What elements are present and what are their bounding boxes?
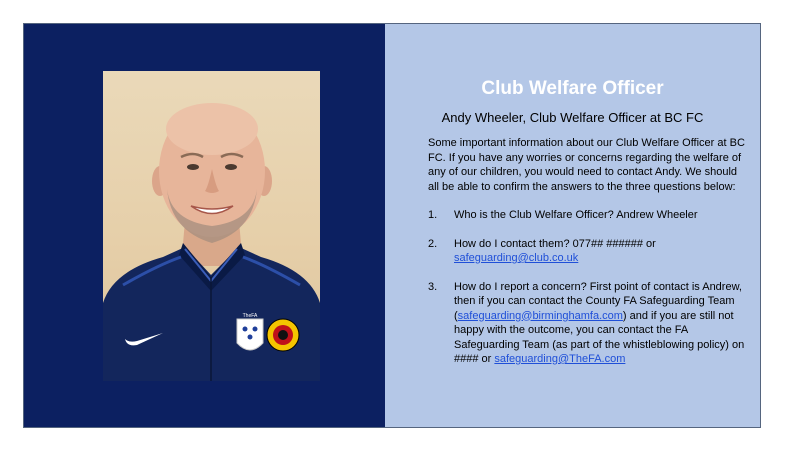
fa-badge-lettering: TheFA	[242, 313, 258, 319]
page-title: Club Welfare Officer	[481, 78, 664, 99]
question-item-3	[428, 280, 748, 367]
fa-email-link[interactable]: safeguarding@TheFA.com	[494, 353, 626, 365]
question-text: How do I report a concern? First point of contact is Andrew, then if you can contact the County FA Safeguarding Team (	[454, 280, 742, 322]
content-block	[428, 136, 748, 381]
question-item-1	[428, 208, 748, 223]
left-panel	[24, 24, 385, 427]
question-number: 1.	[428, 209, 438, 221]
question-body	[454, 280, 748, 367]
officer-photo	[103, 71, 320, 381]
question-text: Who is the Club Welfare Officer? Andrew Wheeler	[454, 209, 698, 221]
question-text: ) and if you are still not happy with the outcome, you can contact the FA Safeguarding Team (as part of the whistleblowing policy) on #### or	[454, 309, 745, 365]
slide	[23, 23, 761, 428]
question-item-2	[428, 237, 748, 266]
page-subtitle: Andy Wheeler, Club Welfare Officer at BC FC	[441, 110, 704, 125]
question-number: 2.	[428, 237, 438, 250]
officer-portrait-illustration	[103, 71, 320, 381]
intro-paragraph: Some important information about our Club Welfare Officer at BC FC. If you have any worries or concerns regarding the welfare of any of our children, you would need to contact Andy. We should all be able to confirm the answers to the three questions below:	[428, 137, 745, 193]
club-email-link[interactable]: safeguarding@club.co.uk	[454, 252, 579, 264]
question-body	[454, 237, 748, 266]
right-panel	[385, 24, 760, 427]
question-text: How do I contact them? 077## ###### or	[454, 237, 656, 250]
question-number: 3.	[428, 280, 438, 293]
county-fa-email-link[interactable]: safeguarding@birminghamfa.com	[457, 309, 623, 322]
